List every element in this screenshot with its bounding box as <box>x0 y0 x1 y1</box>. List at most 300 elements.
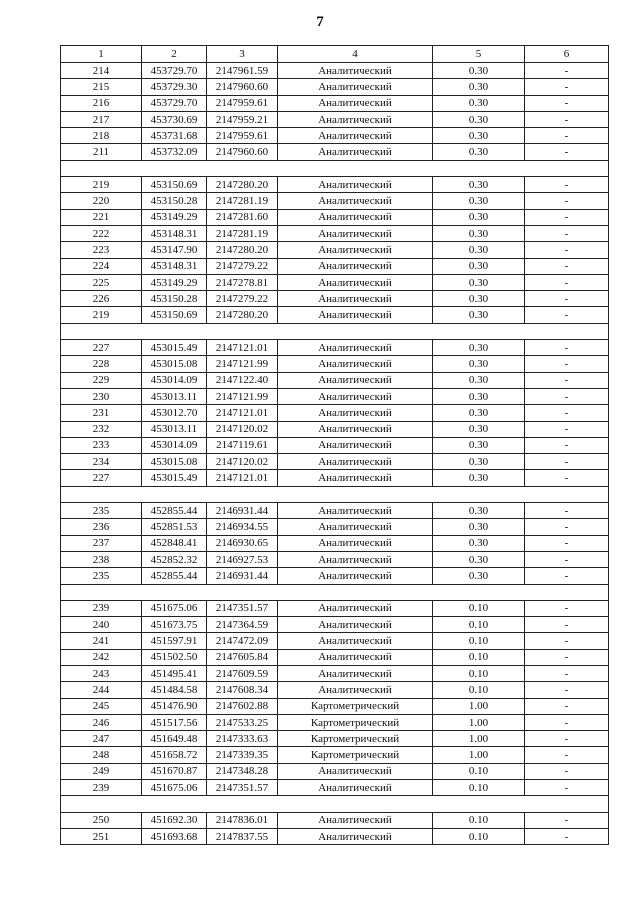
table-cell-col-5: 0.10 <box>433 665 525 681</box>
table-cell-col-2: 453147.90 <box>142 242 207 258</box>
table-cell-col-6: - <box>525 698 609 714</box>
table-cell-col-4: Картометрический <box>278 698 433 714</box>
table-cell-col-4: Аналитический <box>278 503 433 519</box>
table-cell-col-3: 2146930.65 <box>207 535 278 551</box>
table-cell-col-3: 2146931.44 <box>207 503 278 519</box>
table-cell-col-6: - <box>525 177 609 193</box>
table-row <box>61 340 609 356</box>
table-cell-col-3: 2147836.01 <box>207 812 278 828</box>
table-row <box>61 193 609 209</box>
table-cell-col-5: 0.10 <box>433 682 525 698</box>
table-cell-col-6: - <box>525 763 609 779</box>
table-cell-col-5: 0.30 <box>433 535 525 551</box>
table-cell-col-1: 244 <box>61 682 142 698</box>
table-cell-col-3: 2147339.35 <box>207 747 278 763</box>
table-cell-col-2: 451502.50 <box>142 649 207 665</box>
table-cell-col-3: 2146934.55 <box>207 519 278 535</box>
table-cell-col-3: 2147281.60 <box>207 209 278 225</box>
group-separator-row <box>61 486 609 502</box>
table-cell-col-4: Аналитический <box>278 649 433 665</box>
table-cell-col-6: - <box>525 780 609 796</box>
table-cell-col-3: 2147608.34 <box>207 682 278 698</box>
table-cell-col-1: 211 <box>61 144 142 160</box>
table-cell-col-2: 453732.09 <box>142 144 207 160</box>
table-cell-col-4: Аналитический <box>278 111 433 127</box>
table-cell-col-2: 453730.69 <box>142 111 207 127</box>
table-cell-col-1: 223 <box>61 242 142 258</box>
table-cell-col-5: 0.30 <box>433 405 525 421</box>
table-row <box>61 747 609 763</box>
table-cell-col-5: 0.30 <box>433 454 525 470</box>
table-cell-col-1: 234 <box>61 454 142 470</box>
table-cell-col-3: 2147959.61 <box>207 128 278 144</box>
table-cell-col-6: - <box>525 828 609 844</box>
table-cell-col-2: 452855.44 <box>142 568 207 584</box>
table-cell-col-1: 239 <box>61 600 142 616</box>
table-cell-col-5: 0.10 <box>433 617 525 633</box>
empty-separator-cell <box>61 796 609 812</box>
table-cell-col-3: 2147605.84 <box>207 649 278 665</box>
group-separator-row <box>61 796 609 812</box>
table-cell-col-6: - <box>525 209 609 225</box>
table-cell-col-5: 0.30 <box>433 95 525 111</box>
table-cell-col-1: 227 <box>61 340 142 356</box>
table-cell-col-4: Аналитический <box>278 812 433 828</box>
table-cell-col-1: 237 <box>61 535 142 551</box>
table-cell-col-2: 453013.11 <box>142 421 207 437</box>
table-cell-col-3: 2147609.59 <box>207 665 278 681</box>
table-cell-col-2: 452852.32 <box>142 551 207 567</box>
table-cell-col-3: 2147960.60 <box>207 144 278 160</box>
table-cell-col-2: 451670.87 <box>142 763 207 779</box>
table-cell-col-1: 243 <box>61 665 142 681</box>
table-cell-col-3: 2147533.25 <box>207 714 278 730</box>
table-cell-col-2: 453729.30 <box>142 79 207 95</box>
table-cell-col-6: - <box>525 503 609 519</box>
table-cell-col-4: Аналитический <box>278 242 433 258</box>
table-cell-col-4: Аналитический <box>278 128 433 144</box>
table-cell-col-6: - <box>525 665 609 681</box>
table-row <box>61 405 609 421</box>
table-row <box>61 633 609 649</box>
table-cell-col-2: 451673.75 <box>142 617 207 633</box>
column-header-3: 3 <box>207 46 278 63</box>
table-cell-col-4: Аналитический <box>278 144 433 160</box>
table-cell-col-5: 0.30 <box>433 242 525 258</box>
table-cell-col-4: Картометрический <box>278 714 433 730</box>
table-cell-col-1: 231 <box>61 405 142 421</box>
table-cell-col-6: - <box>525 470 609 486</box>
table-cell-col-2: 451597.91 <box>142 633 207 649</box>
table-row <box>61 242 609 258</box>
empty-separator-cell <box>61 160 609 176</box>
table-row <box>61 388 609 404</box>
group-separator-row <box>61 323 609 339</box>
table-cell-col-4: Аналитический <box>278 437 433 453</box>
table-row <box>61 665 609 681</box>
coordinates-table <box>60 45 609 845</box>
table-cell-col-3: 2147120.02 <box>207 421 278 437</box>
table-cell-col-6: - <box>525 535 609 551</box>
table-cell-col-5: 0.10 <box>433 780 525 796</box>
table-cell-col-2: 453014.09 <box>142 372 207 388</box>
table-row <box>61 79 609 95</box>
table-cell-col-1: 246 <box>61 714 142 730</box>
table-cell-col-3: 2147281.19 <box>207 225 278 241</box>
table-cell-col-2: 451675.06 <box>142 600 207 616</box>
table-cell-col-1: 221 <box>61 209 142 225</box>
table-cell-col-1: 224 <box>61 258 142 274</box>
table-cell-col-3: 2147961.59 <box>207 63 278 79</box>
table-cell-col-5: 0.30 <box>433 372 525 388</box>
table-cell-col-2: 453149.29 <box>142 274 207 290</box>
table-cell-col-1: 215 <box>61 79 142 95</box>
table-cell-col-1: 230 <box>61 388 142 404</box>
table-row <box>61 372 609 388</box>
table-cell-col-5: 0.30 <box>433 503 525 519</box>
table-cell-col-3: 2147351.57 <box>207 780 278 796</box>
table-cell-col-2: 453150.69 <box>142 177 207 193</box>
table-cell-col-6: - <box>525 568 609 584</box>
table-cell-col-2: 451692.30 <box>142 812 207 828</box>
table-cell-col-1: 219 <box>61 177 142 193</box>
table-cell-col-3: 2147121.99 <box>207 356 278 372</box>
table-cell-col-1: 235 <box>61 503 142 519</box>
table-cell-col-5: 0.30 <box>433 470 525 486</box>
table-cell-col-3: 2147333.63 <box>207 731 278 747</box>
table-cell-col-2: 453149.29 <box>142 209 207 225</box>
table-cell-col-4: Картометрический <box>278 747 433 763</box>
table-cell-col-6: - <box>525 95 609 111</box>
table-cell-col-6: - <box>525 128 609 144</box>
table-row <box>61 763 609 779</box>
table-cell-col-6: - <box>525 551 609 567</box>
table-row <box>61 812 609 828</box>
table-cell-col-1: 222 <box>61 225 142 241</box>
table-cell-col-3: 2147602.88 <box>207 698 278 714</box>
group-separator-row <box>61 584 609 600</box>
table-cell-col-5: 0.30 <box>433 63 525 79</box>
table-cell-col-6: - <box>525 193 609 209</box>
table-cell-col-6: - <box>525 291 609 307</box>
table-cell-col-4: Аналитический <box>278 95 433 111</box>
table-row <box>61 470 609 486</box>
table-row <box>61 111 609 127</box>
table-cell-col-3: 2147279.22 <box>207 291 278 307</box>
table-cell-col-5: 0.10 <box>433 763 525 779</box>
table-cell-col-1: 245 <box>61 698 142 714</box>
table-cell-col-4: Аналитический <box>278 307 433 323</box>
table-row <box>61 731 609 747</box>
table-row <box>61 568 609 584</box>
table-row <box>61 535 609 551</box>
table-cell-col-3: 2147119.61 <box>207 437 278 453</box>
table-cell-col-3: 2147472.09 <box>207 633 278 649</box>
table-cell-col-5: 0.30 <box>433 225 525 241</box>
table-cell-col-6: - <box>525 747 609 763</box>
table-cell-col-4: Аналитический <box>278 209 433 225</box>
table-row <box>61 828 609 844</box>
table-cell-col-1: 233 <box>61 437 142 453</box>
table-cell-col-5: 0.30 <box>433 519 525 535</box>
table-row <box>61 714 609 730</box>
table-cell-col-5: 1.00 <box>433 747 525 763</box>
table-cell-col-3: 2147122.40 <box>207 372 278 388</box>
table-cell-col-1: 242 <box>61 649 142 665</box>
table-row <box>61 63 609 79</box>
table-cell-col-2: 452851.53 <box>142 519 207 535</box>
table-cell-col-1: 227 <box>61 470 142 486</box>
table-cell-col-3: 2146927.53 <box>207 551 278 567</box>
table-cell-col-1: 239 <box>61 780 142 796</box>
table-row <box>61 274 609 290</box>
table-cell-col-2: 451495.41 <box>142 665 207 681</box>
table-row <box>61 95 609 111</box>
table-cell-col-3: 2147348.28 <box>207 763 278 779</box>
table-cell-col-3: 2147837.55 <box>207 828 278 844</box>
table-row <box>61 144 609 160</box>
table-cell-col-6: - <box>525 731 609 747</box>
table-cell-col-3: 2147121.99 <box>207 388 278 404</box>
table-cell-col-6: - <box>525 519 609 535</box>
table-cell-col-3: 2147364.59 <box>207 617 278 633</box>
table-cell-col-1: 219 <box>61 307 142 323</box>
table-cell-col-2: 452848.41 <box>142 535 207 551</box>
table-cell-col-2: 451649.48 <box>142 731 207 747</box>
table-cell-col-5: 0.10 <box>433 828 525 844</box>
table-cell-col-4: Аналитический <box>278 356 433 372</box>
table-cell-col-6: - <box>525 242 609 258</box>
table-cell-col-1: 235 <box>61 568 142 584</box>
table-cell-col-1: 251 <box>61 828 142 844</box>
table-cell-col-6: - <box>525 225 609 241</box>
table-cell-col-6: - <box>525 454 609 470</box>
table-cell-col-1: 250 <box>61 812 142 828</box>
table-cell-col-2: 453012.70 <box>142 405 207 421</box>
table-cell-col-2: 451693.68 <box>142 828 207 844</box>
table-row <box>61 421 609 437</box>
table-cell-col-4: Аналитический <box>278 274 433 290</box>
table-cell-col-6: - <box>525 274 609 290</box>
table-cell-col-1: 240 <box>61 617 142 633</box>
table-cell-col-3: 2147351.57 <box>207 600 278 616</box>
page-number: 7 <box>316 14 324 30</box>
table-cell-col-6: - <box>525 649 609 665</box>
table-cell-col-4: Аналитический <box>278 177 433 193</box>
table-cell-col-5: 0.30 <box>433 144 525 160</box>
table-cell-col-4: Картометрический <box>278 731 433 747</box>
table-cell-col-1: 216 <box>61 95 142 111</box>
table-cell-col-2: 451658.72 <box>142 747 207 763</box>
table-cell-col-3: 2147120.02 <box>207 454 278 470</box>
table-cell-col-5: 0.10 <box>433 633 525 649</box>
table-cell-col-4: Аналитический <box>278 225 433 241</box>
table-row <box>61 128 609 144</box>
table-cell-col-2: 453731.68 <box>142 128 207 144</box>
table-cell-col-5: 0.30 <box>433 551 525 567</box>
table-row <box>61 698 609 714</box>
table-cell-col-5: 1.00 <box>433 698 525 714</box>
table-cell-col-2: 453150.28 <box>142 193 207 209</box>
table-cell-col-6: - <box>525 714 609 730</box>
empty-separator-cell <box>61 486 609 502</box>
table-cell-col-1: 236 <box>61 519 142 535</box>
table-row <box>61 177 609 193</box>
table-cell-col-6: - <box>525 307 609 323</box>
table-cell-col-3: 2147959.21 <box>207 111 278 127</box>
table-cell-col-3: 2147280.20 <box>207 242 278 258</box>
table-cell-col-1: 214 <box>61 63 142 79</box>
table-cell-col-5: 1.00 <box>433 714 525 730</box>
column-header-4: 4 <box>278 46 433 63</box>
table-cell-col-4: Аналитический <box>278 568 433 584</box>
table-cell-col-2: 453148.31 <box>142 225 207 241</box>
table-cell-col-5: 0.30 <box>433 209 525 225</box>
table-cell-col-5: 0.10 <box>433 812 525 828</box>
table-cell-col-4: Аналитический <box>278 193 433 209</box>
empty-separator-cell <box>61 323 609 339</box>
table-cell-col-6: - <box>525 144 609 160</box>
table-cell-col-2: 451675.06 <box>142 780 207 796</box>
column-header-1: 1 <box>61 46 142 63</box>
table-cell-col-4: Аналитический <box>278 600 433 616</box>
table-cell-col-1: 248 <box>61 747 142 763</box>
table-cell-col-6: - <box>525 372 609 388</box>
table-cell-col-4: Аналитический <box>278 535 433 551</box>
table-cell-col-5: 0.10 <box>433 649 525 665</box>
table-cell-col-4: Аналитический <box>278 421 433 437</box>
table-cell-col-4: Аналитический <box>278 79 433 95</box>
table-cell-col-4: Аналитический <box>278 828 433 844</box>
table-row <box>61 258 609 274</box>
table-cell-col-3: 2146931.44 <box>207 568 278 584</box>
table-cell-col-2: 453015.49 <box>142 340 207 356</box>
table-cell-col-4: Аналитический <box>278 340 433 356</box>
table-cell-col-6: - <box>525 111 609 127</box>
empty-separator-cell <box>61 584 609 600</box>
table-cell-col-6: - <box>525 356 609 372</box>
table-cell-col-2: 453729.70 <box>142 63 207 79</box>
table-cell-col-3: 2147280.20 <box>207 307 278 323</box>
table-cell-col-2: 453148.31 <box>142 258 207 274</box>
table-row <box>61 291 609 307</box>
table-cell-col-3: 2147278.81 <box>207 274 278 290</box>
table-cell-col-3: 2147279.22 <box>207 258 278 274</box>
table-row <box>61 551 609 567</box>
table-cell-col-4: Аналитический <box>278 291 433 307</box>
table-cell-col-1: 241 <box>61 633 142 649</box>
table-cell-col-6: - <box>525 258 609 274</box>
table-cell-col-5: 0.30 <box>433 437 525 453</box>
table-cell-col-6: - <box>525 682 609 698</box>
table-cell-col-6: - <box>525 79 609 95</box>
table-row <box>61 356 609 372</box>
table-row <box>61 600 609 616</box>
table-cell-col-1: 220 <box>61 193 142 209</box>
table-header-row <box>61 46 609 63</box>
table-cell-col-6: - <box>525 63 609 79</box>
column-header-6: 6 <box>525 46 609 63</box>
table-cell-col-3: 2147121.01 <box>207 340 278 356</box>
table-cell-col-1: 247 <box>61 731 142 747</box>
table-cell-col-4: Аналитический <box>278 388 433 404</box>
table-row <box>61 617 609 633</box>
table-row <box>61 437 609 453</box>
column-header-5: 5 <box>433 46 525 63</box>
table-body <box>61 63 609 845</box>
table-row <box>61 503 609 519</box>
table-cell-col-5: 1.00 <box>433 731 525 747</box>
table-cell-col-4: Аналитический <box>278 519 433 535</box>
table-cell-col-5: 0.30 <box>433 388 525 404</box>
table-cell-col-6: - <box>525 340 609 356</box>
table-cell-col-2: 453150.69 <box>142 307 207 323</box>
table-cell-col-1: 226 <box>61 291 142 307</box>
table-row <box>61 780 609 796</box>
table-cell-col-1: 229 <box>61 372 142 388</box>
table-cell-col-6: - <box>525 405 609 421</box>
table-cell-col-1: 238 <box>61 551 142 567</box>
table-cell-col-2: 453729.70 <box>142 95 207 111</box>
table-cell-col-6: - <box>525 421 609 437</box>
table-cell-col-2: 451476.90 <box>142 698 207 714</box>
table-cell-col-3: 2147959.61 <box>207 95 278 111</box>
table-cell-col-1: 249 <box>61 763 142 779</box>
table-cell-col-5: 0.30 <box>433 340 525 356</box>
table-row <box>61 649 609 665</box>
table-cell-col-2: 451484.58 <box>142 682 207 698</box>
table-cell-col-5: 0.30 <box>433 307 525 323</box>
table-cell-col-2: 453013.11 <box>142 388 207 404</box>
table-cell-col-2: 453150.28 <box>142 291 207 307</box>
table-cell-col-3: 2147121.01 <box>207 405 278 421</box>
table-cell-col-6: - <box>525 633 609 649</box>
table-cell-col-4: Аналитический <box>278 617 433 633</box>
table-cell-col-3: 2147281.19 <box>207 193 278 209</box>
table-cell-col-5: 0.30 <box>433 291 525 307</box>
table-cell-col-2: 453014.09 <box>142 437 207 453</box>
table-cell-col-2: 452855.44 <box>142 503 207 519</box>
table-cell-col-2: 453015.08 <box>142 454 207 470</box>
table-cell-col-4: Аналитический <box>278 470 433 486</box>
table-cell-col-5: 0.30 <box>433 193 525 209</box>
table-cell-col-2: 451517.56 <box>142 714 207 730</box>
table-row <box>61 225 609 241</box>
table-row <box>61 682 609 698</box>
table-cell-col-6: - <box>525 388 609 404</box>
table-cell-col-5: 0.10 <box>433 600 525 616</box>
table-row <box>61 519 609 535</box>
table-cell-col-4: Аналитический <box>278 405 433 421</box>
table-cell-col-5: 0.30 <box>433 421 525 437</box>
table-row <box>61 454 609 470</box>
table-cell-col-4: Аналитический <box>278 682 433 698</box>
table-cell-col-5: 0.30 <box>433 79 525 95</box>
table-cell-col-6: - <box>525 812 609 828</box>
table-row <box>61 307 609 323</box>
table-cell-col-5: 0.30 <box>433 274 525 290</box>
table-cell-col-4: Аналитический <box>278 763 433 779</box>
table-cell-col-3: 2147960.60 <box>207 79 278 95</box>
table-cell-col-5: 0.30 <box>433 356 525 372</box>
table-cell-col-4: Аналитический <box>278 780 433 796</box>
group-separator-row <box>61 160 609 176</box>
table-row <box>61 209 609 225</box>
table-cell-col-2: 453015.08 <box>142 356 207 372</box>
table-cell-col-5: 0.30 <box>433 568 525 584</box>
table-cell-col-5: 0.30 <box>433 258 525 274</box>
table-cell-col-1: 225 <box>61 274 142 290</box>
